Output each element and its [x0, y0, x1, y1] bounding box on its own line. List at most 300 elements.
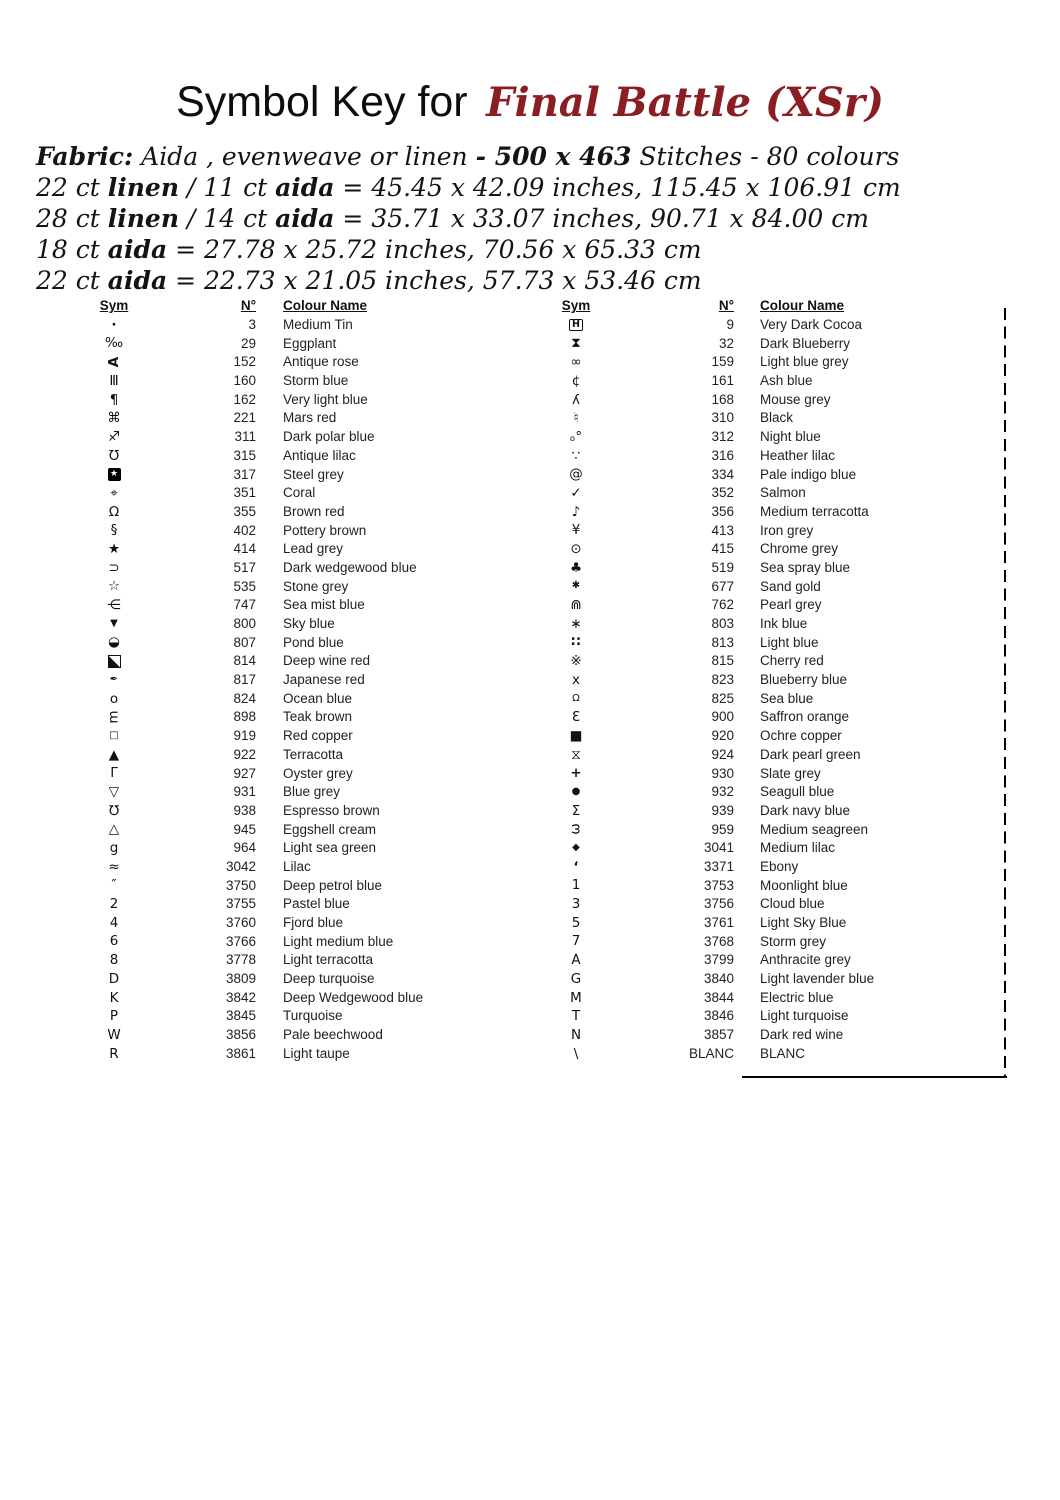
symbol-cell [84, 578, 144, 597]
symbol-cell [556, 335, 596, 354]
symbol-glyph: Γ [110, 765, 118, 782]
symbol-cell [84, 802, 144, 821]
symbol-glyph: ✒ [109, 673, 119, 685]
thread-number: 3753 [703, 877, 734, 893]
symbol-cell [556, 447, 596, 466]
symbol-glyph: 4 [109, 914, 119, 931]
fabric-text: / 11 ct [179, 173, 276, 202]
thread-number: 310 [711, 410, 734, 426]
symbol-glyph: ⊙ [570, 541, 582, 558]
colour-name: Pale indigo blue [760, 466, 857, 482]
thread-number: 815 [711, 653, 734, 669]
thread-number: 920 [711, 728, 734, 744]
thread-number: 351 [233, 485, 256, 501]
number-column-header: N° [240, 298, 256, 313]
thread-number: 3766 [225, 933, 256, 949]
symbol-glyph: P [109, 1008, 119, 1025]
symbol-glyph: Ɛ [571, 709, 581, 726]
colour-name: Ochre copper [760, 728, 842, 744]
symbol-cell [556, 652, 596, 671]
colour-name: Electric blue [760, 989, 834, 1005]
colour-name: Light turquoise [760, 1008, 849, 1024]
key-row [84, 708, 494, 727]
colour-name: Anthracite grey [760, 952, 851, 968]
symbol-cell [556, 634, 596, 653]
thread-number: 924 [711, 746, 734, 762]
symbol-cell [84, 634, 144, 653]
key-row [84, 335, 494, 354]
thread-number: 959 [711, 821, 734, 837]
symbol-cell [84, 316, 144, 335]
symbol-cell [556, 951, 596, 970]
colour-name: Antique lilac [283, 447, 356, 463]
colour-name: Blue grey [283, 784, 341, 800]
symbol-glyph: D [108, 970, 120, 987]
thread-number: 317 [233, 466, 256, 482]
key-rows-left [84, 316, 494, 1064]
symbol-glyph: m [106, 710, 122, 724]
fabric-bold-text: aida [107, 266, 168, 295]
symbol-cell [556, 839, 596, 858]
key-row [84, 877, 494, 896]
table-bottom-border [742, 1076, 1007, 1078]
key-row [84, 447, 494, 466]
name-column-header: Colour Name [283, 298, 368, 313]
symbol-glyph: Ⅲ [109, 372, 119, 389]
colour-name: Sand gold [760, 578, 821, 594]
symbol-glyph: ✱ [571, 580, 581, 592]
colour-name: Black [760, 410, 794, 426]
thread-number: BLANC [688, 1045, 734, 1061]
symbol-cell [556, 708, 596, 727]
colour-name: Night blue [760, 429, 821, 445]
key-row [84, 316, 494, 335]
key-row [84, 895, 494, 914]
colour-name: Fjord blue [283, 915, 344, 930]
colour-name: Oyster grey [283, 765, 353, 781]
thread-number: 311 [234, 429, 256, 445]
thread-number: 3861 [225, 1045, 256, 1061]
key-row [556, 858, 1002, 877]
symbol-glyph: ▼ [110, 617, 118, 629]
colour-name: Dark polar blue [283, 429, 375, 445]
symbol-glyph: + [570, 765, 582, 782]
colour-name: Saffron orange [760, 709, 850, 725]
symbol-glyph: § [110, 522, 118, 539]
key-row [556, 353, 1002, 372]
thread-number: 162 [233, 391, 256, 407]
thread-number: 3809 [225, 971, 256, 987]
colour-name: Cherry red [760, 653, 824, 669]
colour-name: Dark wedgewood blue [283, 559, 417, 575]
symbol-cell [556, 353, 596, 372]
key-row [556, 522, 1002, 541]
symbol-glyph: ⋲ [107, 597, 121, 614]
symbol-glyph: ⊃ [108, 559, 120, 576]
fabric-bold-text: - 500 x 463 [475, 142, 632, 171]
colour-name: Sea mist blue [283, 597, 365, 613]
symbol-cell [84, 409, 144, 428]
colour-name: Dark navy blue [760, 802, 851, 818]
symbol-glyph: ☆ [107, 578, 121, 595]
symbol-cell [84, 484, 144, 503]
colour-name: Pale beechwood [283, 1027, 383, 1043]
symbol-glyph: ¶ [109, 391, 119, 408]
thread-number: 3778 [225, 952, 256, 968]
key-row [84, 970, 494, 989]
key-row [556, 877, 1002, 896]
fabric-text: 22 ct [36, 266, 108, 295]
colour-name: Japanese red [283, 672, 365, 688]
thread-number: 535 [233, 578, 256, 594]
symbol-glyph: ʎ [572, 391, 580, 408]
symbol-glyph: ∷ [571, 634, 581, 651]
symbol-cell [556, 671, 596, 690]
fabric-text: 28 ct [36, 204, 108, 233]
key-row [84, 409, 494, 428]
colour-name: Ash blue [760, 373, 813, 389]
key-row [84, 466, 494, 485]
key-row [556, 316, 1002, 335]
colour-name: Storm blue [283, 373, 349, 389]
thread-number: 898 [233, 709, 256, 725]
key-row [556, 1045, 1002, 1064]
pattern-title: Final Battle (XSr) [486, 79, 884, 126]
symbol-cell [84, 1045, 144, 1064]
symbol-cell [556, 877, 596, 896]
thread-number: 352 [711, 485, 734, 501]
thread-number: 3845 [225, 1008, 256, 1024]
colour-name: Light medium blue [283, 933, 394, 949]
thread-number: 931 [233, 784, 256, 800]
thread-number: 160 [233, 373, 256, 389]
thread-number: 3799 [703, 952, 734, 968]
colour-name: Iron grey [760, 522, 814, 538]
thread-number: 3042 [225, 858, 256, 874]
key-row [556, 540, 1002, 559]
symbol-cell [84, 727, 144, 746]
thread-number: 3756 [703, 896, 734, 912]
thread-number: 519 [711, 559, 734, 575]
name-column-header-cell [256, 296, 494, 316]
symbol-cell [556, 895, 596, 914]
key-row [84, 839, 494, 858]
symbol-glyph: ∵ [571, 447, 581, 464]
colour-name: Turquoise [283, 1008, 343, 1024]
colour-name: Blueberry blue [760, 672, 848, 688]
fabric-bold-text: Fabric: [36, 142, 134, 171]
fabric-line [36, 265, 901, 296]
key-row [556, 989, 1002, 1008]
number-column-header-cell [144, 296, 256, 316]
colour-name: Seagull blue [760, 784, 835, 800]
symbol-cell [84, 559, 144, 578]
symbol-glyph: ¢ [571, 372, 581, 389]
colour-name: Sea blue [760, 690, 814, 706]
thread-number: 807 [233, 634, 256, 650]
colour-name: Steel grey [283, 466, 344, 482]
symbol-cell [556, 522, 596, 541]
symbol-cell [556, 484, 596, 503]
symbol-cell [556, 466, 596, 485]
key-row [556, 559, 1002, 578]
symbol-glyph: Σ [571, 802, 581, 819]
symbol-cell [556, 802, 596, 821]
symbol-glyph: A [105, 356, 122, 368]
symbol-glyph: ʻ [573, 858, 579, 875]
symbol-glyph: ⌘ [107, 410, 121, 427]
key-row [556, 839, 1002, 858]
key-row [556, 970, 1002, 989]
sym-column-header-cell [84, 296, 144, 316]
symbol-glyph: K [109, 989, 119, 1006]
key-row [84, 596, 494, 615]
colour-name: Dark pearl green [760, 746, 861, 762]
symbol-glyph: ⌖ [110, 484, 118, 501]
fabric-text: = 35.71 x 33.07 inches, 90.71 x 84.00 cm [334, 204, 869, 233]
fabric-text: = 45.45 x 42.09 inches, 115.45 x 106.91 cm [334, 173, 901, 202]
thread-number: 677 [711, 578, 734, 594]
page-title [0, 78, 1060, 127]
colour-name: Very Dark Cocoa [760, 317, 863, 332]
table-right-border [1004, 308, 1006, 1078]
fabric-bold-text: linen [107, 173, 180, 202]
key-row [84, 634, 494, 653]
thread-number: 3761 [703, 915, 734, 930]
symbol-glyph: g [109, 840, 119, 857]
thread-number: 3755 [225, 896, 256, 912]
fabric-text: Stitches - 80 colours [631, 142, 900, 171]
key-row [84, 578, 494, 597]
symbol-glyph: △ [108, 821, 120, 838]
symbol-cell [556, 989, 596, 1008]
symbol-cell [84, 353, 144, 372]
colour-name: Light blue [760, 634, 819, 650]
key-row [556, 690, 1002, 709]
colour-name: Ocean blue [283, 690, 353, 706]
key-row [84, 858, 494, 877]
key-row [556, 951, 1002, 970]
fabric-line [36, 203, 901, 234]
symbol-cell [556, 821, 596, 840]
thread-number: 938 [233, 802, 256, 818]
colour-name: Lilac [283, 858, 311, 874]
symbol-cell [556, 540, 596, 559]
key-row [556, 802, 1002, 821]
thread-number: 3371 [703, 858, 734, 874]
key-row [84, 1045, 494, 1064]
symbol-glyph: M [570, 989, 582, 1006]
colour-name: Eggplant [283, 335, 337, 351]
symbol-cell [84, 671, 144, 690]
symbol-cell [84, 821, 144, 840]
thread-number: 415 [711, 541, 734, 557]
thread-number: 817 [233, 672, 256, 688]
key-row [556, 335, 1002, 354]
fabric-line [36, 141, 901, 172]
symbol-glyph: ★ [107, 541, 121, 558]
colour-name: Slate grey [760, 765, 821, 781]
colour-name: Sea spray blue [760, 559, 851, 575]
thread-number: 315 [233, 447, 256, 463]
key-row [84, 914, 494, 933]
symbol-cell [84, 914, 144, 933]
symbol-cell [84, 951, 144, 970]
symbol-cell [556, 933, 596, 952]
symbol-glyph: ⧗ [571, 335, 581, 352]
symbol-glyph: ₒ° [569, 428, 583, 445]
key-row [556, 914, 1002, 933]
fabric-line [36, 172, 901, 203]
thread-number: 3856 [225, 1027, 256, 1043]
title-prefix: Symbol Key for [176, 78, 468, 126]
symbol-cell [84, 933, 144, 952]
thread-number: 964 [233, 840, 256, 856]
symbol-cell [84, 746, 144, 765]
symbol-glyph: ▽ [108, 783, 120, 800]
colour-name: Light sea green [283, 840, 377, 856]
symbol-cell [84, 877, 144, 896]
thread-number: 356 [711, 503, 734, 519]
colour-name: Antique rose [283, 354, 359, 370]
symbol-cell [84, 596, 144, 615]
thread-number: 800 [233, 616, 256, 631]
symbol-glyph: 6 [109, 933, 119, 950]
thread-number: 3846 [703, 1008, 734, 1024]
key-row [84, 765, 494, 784]
symbol-cell [556, 727, 596, 746]
key-row [556, 447, 1002, 466]
key-row [556, 652, 1002, 671]
thread-number: 930 [711, 765, 734, 781]
symbol-cell [84, 428, 144, 447]
key-table-header [84, 296, 494, 316]
symbol-glyph: ✓ [570, 484, 582, 501]
key-row [556, 783, 1002, 802]
symbol-cell [84, 970, 144, 989]
thread-number: 747 [233, 597, 256, 613]
thread-number: 803 [711, 616, 734, 631]
symbol-glyph: □ [109, 729, 119, 741]
key-row [556, 391, 1002, 410]
colour-name: Teak brown [283, 709, 353, 725]
thread-number: 316 [711, 447, 734, 463]
thread-number: 824 [233, 690, 256, 706]
colour-name: Brown red [283, 503, 345, 519]
symbol-cell [556, 372, 596, 391]
key-row [84, 372, 494, 391]
symbol-cell [556, 559, 596, 578]
colour-name: Moonlight blue [760, 877, 848, 893]
symbol-glyph: N [570, 1026, 582, 1043]
thread-number: 32 [718, 335, 734, 351]
key-row [84, 503, 494, 522]
symbol-glyph: 5 [571, 914, 581, 931]
symbol-glyph: ★ [108, 468, 121, 481]
key-row [556, 615, 1002, 634]
sym-column-header: Sym [99, 298, 129, 313]
key-row [556, 727, 1002, 746]
key-row [556, 1026, 1002, 1045]
symbol-cell [556, 690, 596, 709]
symbol-glyph: ※ [570, 653, 582, 670]
thread-number: 945 [233, 821, 256, 837]
colour-name: Terracotta [283, 746, 344, 762]
thread-number: 927 [233, 765, 256, 781]
symbol-glyph: x [572, 671, 580, 688]
key-rows-right [556, 316, 1002, 1064]
symbol-glyph: o [109, 690, 119, 707]
symbol-glyph: ‰ [104, 335, 124, 352]
thread-number: 3041 [703, 840, 734, 856]
key-row [556, 578, 1002, 597]
colour-name: Light Sky Blue [760, 915, 847, 930]
symbol-glyph: ω [568, 823, 584, 835]
key-row [84, 391, 494, 410]
thread-number: 813 [711, 634, 734, 650]
thread-number: 825 [711, 690, 734, 706]
key-row [84, 989, 494, 1008]
thread-number: 413 [711, 522, 734, 538]
thread-number: 3844 [703, 989, 734, 1005]
key-row [84, 951, 494, 970]
thread-number: 152 [233, 354, 256, 370]
key-row [84, 746, 494, 765]
thread-number: 3760 [225, 915, 256, 930]
symbol-cell [84, 858, 144, 877]
thread-number: 3840 [703, 971, 734, 987]
key-row [84, 671, 494, 690]
key-row [84, 727, 494, 746]
key-row [556, 466, 1002, 485]
thread-number: 355 [233, 503, 256, 519]
colour-name: Medium lilac [760, 840, 836, 856]
key-row [84, 353, 494, 372]
sym-column-header-cell [556, 296, 596, 316]
key-row [556, 428, 1002, 447]
symbol-glyph: Ʊ [108, 447, 120, 464]
symbol-cell [84, 895, 144, 914]
key-row [556, 933, 1002, 952]
symbol-glyph: ♐ [107, 428, 121, 445]
colour-name: Storm grey [760, 933, 827, 949]
symbol-cell [84, 391, 144, 410]
thread-number: 932 [711, 784, 734, 800]
key-row [84, 690, 494, 709]
symbol-cell [84, 765, 144, 784]
symbol-cell [556, 1045, 596, 1064]
key-row [84, 802, 494, 821]
thread-number: 3 [248, 317, 256, 332]
thread-number: 762 [711, 597, 734, 613]
key-row [84, 652, 494, 671]
name-column-header: Colour Name [760, 298, 845, 313]
symbol-cell [556, 746, 596, 765]
colour-name: Medium terracotta [760, 503, 869, 519]
thread-number: 402 [233, 522, 256, 538]
thread-number: 312 [711, 429, 734, 445]
colour-name: Eggshell cream [283, 821, 377, 837]
colour-name: BLANC [760, 1045, 806, 1061]
symbol-glyph: ℧ [108, 802, 120, 819]
key-row [84, 522, 494, 541]
colour-name: Ebony [760, 858, 799, 874]
thread-number: 922 [233, 746, 256, 762]
fabric-line [36, 234, 901, 265]
symbol-glyph: \ [573, 1045, 579, 1062]
thread-number: 161 [711, 373, 734, 389]
colour-name: Espresso brown [283, 802, 380, 818]
